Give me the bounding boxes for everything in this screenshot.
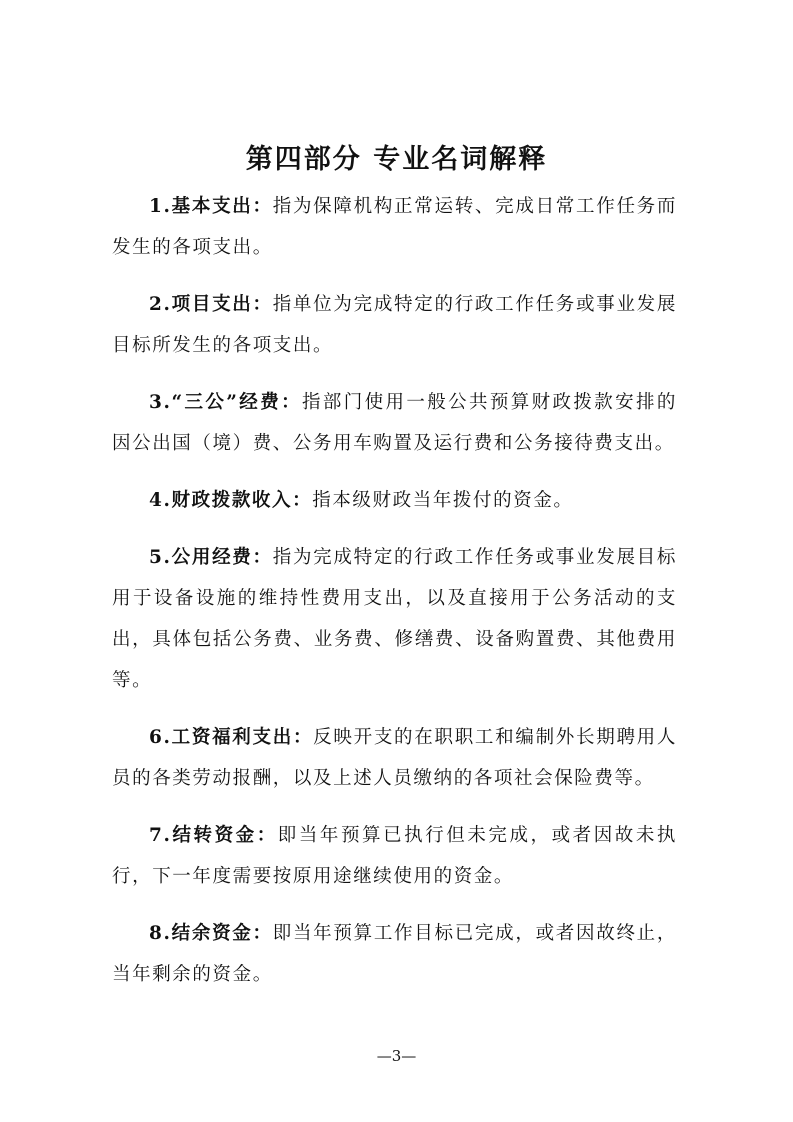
glossary-entry-three-public-expenses xyxy=(112,382,677,464)
glossary-entry-fiscal-appropriation-income xyxy=(112,480,677,521)
glossary-entry-surplus-funds xyxy=(112,913,677,995)
glossary-entry-project-expenditure xyxy=(112,284,677,366)
glossary-definition: 即当年预算已执行但未完成，或者因故未执行，下一年度需要按原用途继续使用的资金。 xyxy=(112,825,678,887)
glossary-definition: 指为保障机构正常运转、完成日常工作任务而发生的各项支出。 xyxy=(112,196,677,258)
glossary-term: 4.财政拨款收入： xyxy=(149,490,313,511)
glossary-definition: 即当年预算工作目标已完成，或者因故终止，当年剩余的资金。 xyxy=(112,923,677,985)
page-number: —3— xyxy=(376,1047,417,1065)
glossary-entry-public-funds xyxy=(112,537,677,701)
glossary-definition: 指本级财政当年拨付的资金。 xyxy=(312,490,574,511)
glossary-definition: 指部门使用一般公共预算财政拨款安排的因公出国（境）费、公务用车购置及运行费和公务接待费支出。 xyxy=(112,392,677,454)
glossary-term: 3.“三公”经费： xyxy=(149,392,302,413)
glossary-list xyxy=(112,186,677,1011)
glossary-term: 7.结转资金： xyxy=(149,825,278,846)
glossary-term: 1.基本支出： xyxy=(149,196,273,217)
glossary-term: 6.工资福利支出： xyxy=(149,727,314,748)
glossary-entry-carryover-funds xyxy=(112,815,677,897)
glossary-term: 8.结余资金： xyxy=(149,923,273,944)
glossary-entry-basic-expenditure xyxy=(112,186,677,268)
glossary-entry-wage-welfare-expenditure xyxy=(112,717,677,799)
glossary-definition: 反映开支的在职职工和编制外长期聘用人员的各类劳动报酬，以及上述人员缴纳的各项社会保险费等。 xyxy=(112,727,677,789)
glossary-term: 5.公用经费： xyxy=(149,547,273,568)
page-title: 第四部分 专业名词解释 xyxy=(245,144,548,175)
glossary-definition: 指为完成特定的行政工作任务或事业发展目标用于设备设施的维持性费用支出，以及直接用于公务活动的支出，具体包括公务费、业务费、修缮费、设备购置费、其他费用等。 xyxy=(112,547,677,691)
glossary-definition: 指单位为完成特定的行政工作任务或事业发展目标所发生的各项支出。 xyxy=(112,294,677,356)
glossary-term: 2.项目支出： xyxy=(149,294,273,315)
